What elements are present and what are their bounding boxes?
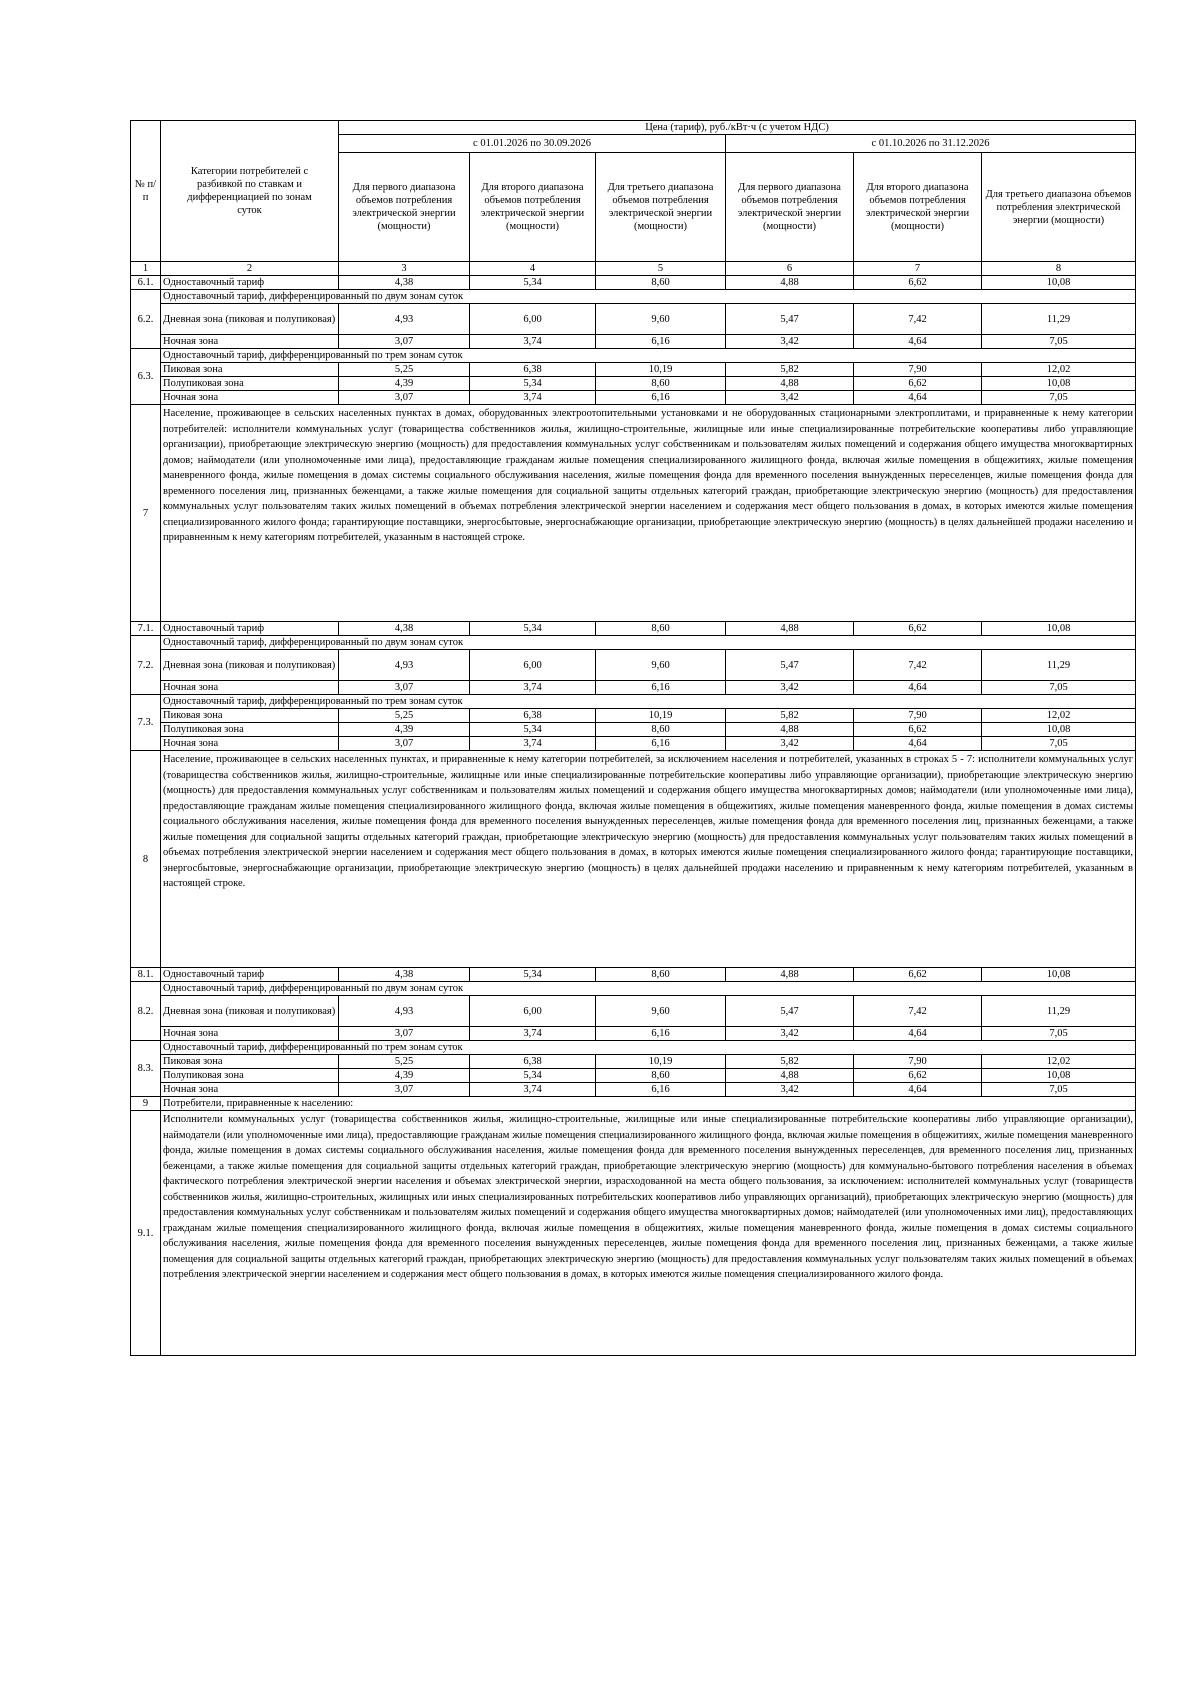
price-cell: 3,74 — [470, 737, 596, 751]
row-label: Дневная зона (пиковая и полупиковая) — [161, 996, 339, 1027]
price-cell: 4,64 — [854, 737, 982, 751]
row-label: Одноставочный тариф — [161, 968, 339, 982]
price-cell: 6,38 — [470, 1055, 596, 1069]
row-number: 9.1. — [131, 1111, 161, 1356]
price-cell: 12,02 — [982, 1055, 1136, 1069]
price-cell: 3,74 — [470, 1083, 596, 1097]
price-cell: 4,39 — [339, 377, 470, 391]
price-cell: 7,42 — [854, 304, 982, 335]
price-cell: 9,60 — [596, 650, 726, 681]
price-cell: 4,64 — [854, 1083, 982, 1097]
col-number: 6 — [726, 262, 854, 276]
col-number: 5 — [596, 262, 726, 276]
price-cell: 4,93 — [339, 650, 470, 681]
row-label: Полупиковая зона — [161, 377, 339, 391]
section-label: Одноставочный тариф, дифференцированный по двум зонам суток — [161, 982, 1136, 996]
col-number: 3 — [339, 262, 470, 276]
price-cell: 8,60 — [596, 723, 726, 737]
price-cell: 6,62 — [854, 723, 982, 737]
row-number: 7.1. — [131, 622, 161, 636]
price-cell: 4,38 — [339, 622, 470, 636]
price-cell: 8,60 — [596, 968, 726, 982]
price-cell: 3,07 — [339, 737, 470, 751]
price-cell: 4,39 — [339, 723, 470, 737]
price-cell: 5,47 — [726, 996, 854, 1027]
price-cell: 7,42 — [854, 996, 982, 1027]
row-label: Дневная зона (пиковая и полупиковая) — [161, 650, 339, 681]
row-label: Ночная зона — [161, 681, 339, 695]
price-cell: 4,88 — [726, 723, 854, 737]
price-cell: 5,34 — [470, 1069, 596, 1083]
price-cell: 6,16 — [596, 1027, 726, 1041]
col-number: 4 — [470, 262, 596, 276]
price-cell: 5,34 — [470, 968, 596, 982]
price-cell: 3,42 — [726, 391, 854, 405]
header-period-2: с 01.10.2026 по 31.12.2026 — [726, 135, 1136, 153]
price-cell: 4,38 — [339, 968, 470, 982]
price-cell: 4,64 — [854, 1027, 982, 1041]
price-cell: 11,29 — [982, 304, 1136, 335]
price-cell: 10,19 — [596, 1055, 726, 1069]
price-cell: 5,82 — [726, 1055, 854, 1069]
price-cell: 6,62 — [854, 622, 982, 636]
price-cell: 7,05 — [982, 335, 1136, 349]
price-cell: 6,16 — [596, 681, 726, 695]
price-cell: 5,25 — [339, 709, 470, 723]
section-label: Одноставочный тариф, дифференцированный по двум зонам суток — [161, 290, 1136, 304]
price-cell: 3,74 — [470, 681, 596, 695]
row-label: Пиковая зона — [161, 363, 339, 377]
header-range-6: Для третьего диапазона объемов потребления электрической энергии (мощности) — [982, 153, 1136, 262]
price-cell: 4,88 — [726, 1069, 854, 1083]
col-number: 8 — [982, 262, 1136, 276]
header-range-4: Для первого диапазона объемов потребления электрической энергии (мощности) — [726, 153, 854, 262]
section-label: Одноставочный тариф, дифференцированный по трем зонам суток — [161, 349, 1136, 363]
row-label: Ночная зона — [161, 335, 339, 349]
price-cell: 3,74 — [470, 335, 596, 349]
row-number: 7.2. — [131, 636, 161, 695]
row-label: Ночная зона — [161, 737, 339, 751]
price-cell: 11,29 — [982, 650, 1136, 681]
price-cell: 4,38 — [339, 276, 470, 290]
row-label: Ночная зона — [161, 1083, 339, 1097]
row-label: Дневная зона (пиковая и полупиковая) — [161, 304, 339, 335]
price-cell: 7,05 — [982, 681, 1136, 695]
price-cell: 12,02 — [982, 709, 1136, 723]
row-number: 6.3. — [131, 349, 161, 405]
section-label: Одноставочный тариф, дифференцированный по трем зонам суток — [161, 695, 1136, 709]
price-cell: 7,90 — [854, 363, 982, 377]
price-cell: 7,05 — [982, 1027, 1136, 1041]
row-number: 7 — [131, 405, 161, 622]
header-range-3: Для третьего диапазона объемов потребления электрической энергии (мощности) — [596, 153, 726, 262]
row-label: Пиковая зона — [161, 709, 339, 723]
price-cell: 5,34 — [470, 723, 596, 737]
price-cell: 3,07 — [339, 681, 470, 695]
row-label: Полупиковая зона — [161, 723, 339, 737]
row-label: Ночная зона — [161, 1027, 339, 1041]
header-price-title: Цена (тариф), руб./кВт·ч (с учетом НДС) — [339, 121, 1136, 135]
price-cell: 3,07 — [339, 335, 470, 349]
price-cell: 9,60 — [596, 304, 726, 335]
header-num: № п/п — [131, 121, 161, 262]
price-cell: 4,64 — [854, 391, 982, 405]
price-cell: 3,74 — [470, 391, 596, 405]
price-cell: 8,60 — [596, 622, 726, 636]
price-cell: 3,07 — [339, 1027, 470, 1041]
price-cell: 6,62 — [854, 377, 982, 391]
row-label: Одноставочный тариф — [161, 622, 339, 636]
price-cell: 3,07 — [339, 391, 470, 405]
price-cell: 7,42 — [854, 650, 982, 681]
price-cell: 7,05 — [982, 1083, 1136, 1097]
col-number: 7 — [854, 262, 982, 276]
price-cell: 11,29 — [982, 996, 1136, 1027]
price-cell: 6,16 — [596, 335, 726, 349]
tariff-table — [130, 120, 1136, 1356]
price-cell: 10,19 — [596, 363, 726, 377]
price-cell: 12,02 — [982, 363, 1136, 377]
price-cell: 8,60 — [596, 377, 726, 391]
price-cell: 10,08 — [982, 377, 1136, 391]
row-number: 7.3. — [131, 695, 161, 751]
price-cell: 7,05 — [982, 737, 1136, 751]
price-cell: 3,42 — [726, 335, 854, 349]
price-cell: 5,34 — [470, 377, 596, 391]
col-number: 1 — [131, 262, 161, 276]
category-description: Население, проживающее в сельских населенных пунктах в домах, оборудованных электроотопительными установками и не оборудованных стационарными электроплитами, и приравненные к нему категории потребителей: исполнители коммунальных услуг (товарищества собственников жилья, жилищно-строительные, жилищные или иные специализированные потребительские кооперативы либо управляющие организации), приобретающие электрическую энергию (мощность) для предоставления коммунальных услуг собственникам и пользователям жилых помещений и содержания общего имущества многоквартирных домов; наймодатели (или уполномоченные ими лица), предоставляющие гражданам жилые помещения специализированного жилищного фонда, включая жилые помещения в общежитиях, жилые помещения маневренного фонда, жилые помещения в домах системы социального обслуживания населения, жилые помещения фонда для временного поселения вынужденных переселенцев, жилые помещения фонда для временного поселения лиц, признанных беженцами, а также жилые помещения для социальной защиты отдельных категорий граждан, приобретающие электрическую энергию (мощность) для предоставления коммунальных услуг пользователям таких жилых помещений в объемах потребления электрической энергии населением и содержания мест общего пользования в домах, в которых имеются жилые помещения специализированного жилого фонда; гарантирующие поставщики, энергосбытовые, энергоснабжающие организации, приобретающие электрическую энергию (мощность) в целях дальнейшей продажи населению и приравненным к нему категориям потребителей, указанным в настоящей строке. — [161, 405, 1136, 622]
price-cell: 6,62 — [854, 1069, 982, 1083]
price-cell: 7,90 — [854, 1055, 982, 1069]
price-cell: 10,08 — [982, 968, 1136, 982]
row-number: 8.3. — [131, 1041, 161, 1097]
price-cell: 6,16 — [596, 1083, 726, 1097]
price-cell: 6,00 — [470, 304, 596, 335]
price-cell: 3,42 — [726, 681, 854, 695]
price-cell: 3,42 — [726, 1027, 854, 1041]
price-cell: 8,60 — [596, 276, 726, 290]
price-cell: 6,38 — [470, 363, 596, 377]
price-cell: 7,05 — [982, 391, 1136, 405]
price-cell: 10,08 — [982, 1069, 1136, 1083]
price-cell: 5,34 — [470, 622, 596, 636]
category-description: Исполнители коммунальных услуг (товарищества собственников жилья, жилищно-строительные, жилищные или иные специализированные потребительские кооперативы либо управляющие организации), наймодатели (или уполномоченные ими лица), предоставляющие гражданам жилые помещения специализированного жилищного фонда, включая жилые помещения в общежитиях, жилые помещения маневренного фонда, жилые помещения в домах системы социального обслуживания населения, жилые помещения фонда для временного поселения вынужденных переселенцев, для временного поселения лиц, признанных беженцами, а также жилые помещения для социальной защиты отдельных категорий граждан, приобретающие электрическую энергию (мощность) для коммунально-бытового потребления населения в объемах фактического потребления электрической энергии населения и объемах электрической энергии, израсходованной на места общего пользования, за исключением: исполнителей коммунальных услуг (товариществ собственников жилья, жилищно-строительных, жилищных или иных специализированных потребительских кооперативов либо управляющих организаций), приобретающих электрическую энергию (мощность) для предоставления коммунальных услуг собственникам и пользователям жилых помещений и содержания общего имущества многоквартирных домов; наймодателей (или уполномоченных ими лиц), предоставляющих гражданам жилые помещения специализированного жилищного фонда, включая жилые помещения в общежитиях, жилые помещения маневренного фонда, жилые помещения в домах системы социального обслуживания населения, жилые помещения фонда для временного поселения вынужденных переселенцев, жилые помещения фонда для временного поселения лиц, признанных беженцами, а также жилые помещения для социальной защиты отдельных категорий граждан, приобретающих электрическую энергию (мощность) для предоставления коммунальных услуг пользователям таких жилых помещений в объемах потребления электрической энергии населением и содержания мест общего пользования в домах, в которых имеются жилые помещения специализированного жилого фонда. — [161, 1111, 1136, 1356]
price-cell: 5,25 — [339, 1055, 470, 1069]
price-cell: 6,62 — [854, 968, 982, 982]
price-cell: 6,16 — [596, 391, 726, 405]
row-label: Пиковая зона — [161, 1055, 339, 1069]
price-cell: 3,07 — [339, 1083, 470, 1097]
price-cell: 4,88 — [726, 968, 854, 982]
price-cell: 4,64 — [854, 681, 982, 695]
row-label: Ночная зона — [161, 391, 339, 405]
price-cell: 5,82 — [726, 363, 854, 377]
price-cell: 6,62 — [854, 276, 982, 290]
price-cell: 8,60 — [596, 1069, 726, 1083]
price-cell: 4,64 — [854, 335, 982, 349]
col-number: 2 — [161, 262, 339, 276]
price-cell: 5,25 — [339, 363, 470, 377]
row-label: Полупиковая зона — [161, 1069, 339, 1083]
row-number: 8.2. — [131, 982, 161, 1041]
row-number: 8.1. — [131, 968, 161, 982]
category-description: Население, проживающее в сельских населенных пунктах, и приравненные к нему категории потребителей, за исключением населения и потребителей, указанных в строках 5 - 7: исполнители коммунальных услуг (товарищества собственников жилья, жилищно-строительные, жилищные или иные специализированные потребительские кооперативы либо управляющие организации), приобретающие электрическую энергию (мощность) для предоставления коммунальных услуг собственникам и пользователям жилых помещений и содержания общего имущества многоквартирных домов; наймодатели (или уполномоченные ими лица), предоставляющие гражданам жилые помещения специализированного жилищного фонда, включая жилые помещения в общежитиях, жилые помещения маневренного фонда, жилые помещения в домах системы социального обслуживания населения, жилые помещения фонда для временного поселения вынужденных переселенцев, жилые помещения фонда для временного поселения лиц, признанных беженцами, а также жилые помещения для социальной защиты отдельных категорий граждан, приобретающие электрическую энергию (мощность) для предоставления коммунальных услуг пользователям таких жилых помещений в объемах потребления электрической энергии населением и содержания мест общего пользования в домах, в которых имеются жилые помещения специализированного жилого фонда; гарантирующие поставщики, энергосбытовые, энергоснабжающие организации, приобретающие электрическую энергию (мощность) в целях дальнейшей продажи населению и приравненным к нему категориям потребителей, указанным в настоящей строке. — [161, 751, 1136, 968]
price-cell: 5,47 — [726, 304, 854, 335]
price-cell: 4,93 — [339, 304, 470, 335]
price-cell: 6,16 — [596, 737, 726, 751]
header-category: Категории потребителей с разбивкой по ставкам и дифференциацией по зонам суток — [161, 121, 339, 262]
section-label: Одноставочный тариф, дифференцированный по двум зонам суток — [161, 636, 1136, 650]
price-cell: 3,42 — [726, 1083, 854, 1097]
price-cell: 4,93 — [339, 996, 470, 1027]
row-label: Одноставочный тариф — [161, 276, 339, 290]
header-range-5: Для второго диапазона объемов потребления электрической энергии (мощности) — [854, 153, 982, 262]
price-cell: 3,42 — [726, 737, 854, 751]
price-cell: 9,60 — [596, 996, 726, 1027]
header-range-2: Для второго диапазона объемов потребления электрической энергии (мощности) — [470, 153, 596, 262]
table-row — [131, 276, 1136, 290]
header-period-1: с 01.01.2026 по 30.09.2026 — [339, 135, 726, 153]
section-label: Потребители, приравненные к населению: — [161, 1097, 1136, 1111]
price-cell: 10,08 — [982, 622, 1136, 636]
tariff-document — [130, 120, 1135, 1356]
header-range-1: Для первого диапазона объемов потребления электрической энергии (мощности) — [339, 153, 470, 262]
row-number: 6.1. — [131, 276, 161, 290]
row-number: 8 — [131, 751, 161, 968]
price-cell: 3,74 — [470, 1027, 596, 1041]
price-cell: 6,38 — [470, 709, 596, 723]
row-number: 6.2. — [131, 290, 161, 349]
section-label: Одноставочный тариф, дифференцированный по трем зонам суток — [161, 1041, 1136, 1055]
price-cell: 10,08 — [982, 723, 1136, 737]
price-cell: 10,19 — [596, 709, 726, 723]
price-cell: 4,39 — [339, 1069, 470, 1083]
row-number: 9 — [131, 1097, 161, 1111]
price-cell: 4,88 — [726, 377, 854, 391]
price-cell: 4,88 — [726, 622, 854, 636]
price-cell: 4,88 — [726, 276, 854, 290]
price-cell: 6,00 — [470, 650, 596, 681]
price-cell: 5,47 — [726, 650, 854, 681]
price-cell: 5,82 — [726, 709, 854, 723]
price-cell: 7,90 — [854, 709, 982, 723]
price-cell: 5,34 — [470, 276, 596, 290]
price-cell: 10,08 — [982, 276, 1136, 290]
price-cell: 6,00 — [470, 996, 596, 1027]
